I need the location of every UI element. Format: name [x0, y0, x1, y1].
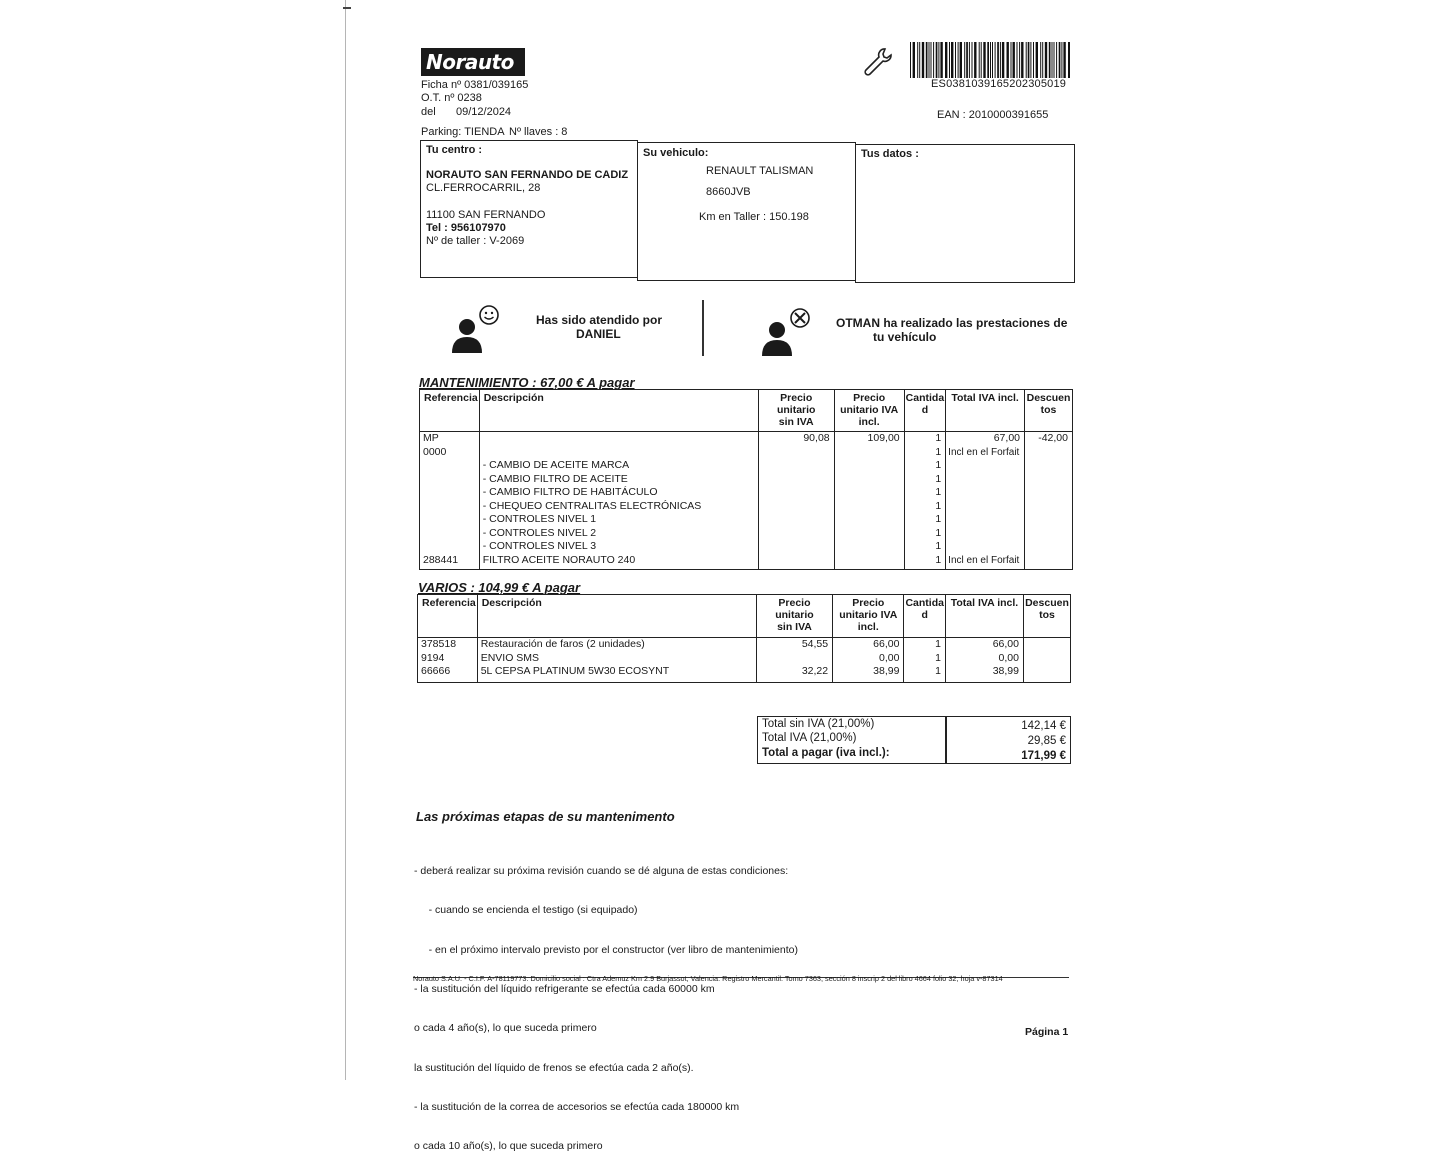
col-cantidad: Cantida d — [904, 390, 946, 432]
mant-price-incl-cell — [834, 432, 904, 570]
barcode-bar — [1052, 42, 1053, 78]
document-date: 09/12/2024 — [456, 106, 512, 118]
mant-total-line — [946, 473, 1024, 487]
barcode-bar — [1033, 42, 1034, 78]
barcode-text: ES0381039165202305019 — [931, 78, 1067, 90]
vehicle-model: RENAULT TALISMAN — [706, 165, 814, 177]
wrench-icon — [862, 46, 894, 78]
table-row-total: 38,99 — [992, 665, 1019, 677]
table-row-ref: 378518 — [421, 638, 457, 650]
table-row-desc: ENVIO SMS — [480, 651, 540, 664]
mant-total-line — [946, 527, 1024, 541]
barcode-bar — [995, 42, 996, 78]
table-row-price-sin: 54,55 — [801, 638, 829, 650]
ficha-number: Ficha nº 0381/039165 — [421, 79, 529, 91]
total-sin-iva-value: 142,14 € — [1021, 720, 1066, 732]
mant-desc-cell — [479, 432, 758, 570]
col-precio-iva-incl: Precio unitario IVA incl. — [834, 390, 904, 432]
mant-ref-line: 288441 — [423, 553, 459, 566]
mant-qty-line: 1 — [935, 486, 942, 498]
barcode-bar — [972, 42, 973, 78]
barcode-bar — [1049, 42, 1051, 78]
km-value: 150.198 — [769, 211, 809, 223]
table-row-price-incl: 66,00 — [873, 638, 900, 650]
centro-phone: Tel : 956107970 — [426, 222, 506, 234]
km-label: Km en Taller : — [699, 211, 767, 223]
next-step-line: o cada 4 año(s), lo que suceda primero — [414, 1022, 597, 1035]
mant-total-cell — [946, 432, 1025, 570]
total-sin-iva-label: Total sin IVA (21,00%) — [762, 718, 875, 730]
mant-total-line — [946, 459, 1024, 473]
total-iva-label: Total IVA (21,00%) — [762, 732, 857, 744]
barcode-bar — [1045, 42, 1047, 78]
mant-price-sin-cell — [758, 432, 834, 570]
col-referencia: Referencia — [418, 595, 478, 638]
mant-qty-line: 1 — [935, 540, 942, 552]
next-step-line: - deberá realizar su próxima revisión cuando se dé alguna de estas condiciones: — [414, 865, 789, 878]
barcode-bar — [987, 42, 989, 78]
mant-desc-line: - CAMBIO DE ACEITE MARCA — [482, 459, 630, 471]
mant-desc-line: - CONTROLES NIVEL 3 — [482, 540, 597, 552]
col-descripcion: Descripción — [477, 595, 756, 638]
mantenimiento-table — [419, 389, 1073, 570]
barcode-bar — [917, 42, 918, 78]
barcode-bar — [949, 42, 950, 78]
next-step-line: la sustitución del líquido de frenos se efectúa cada 2 año(s). — [414, 1061, 694, 1074]
mant-qty-cell — [904, 432, 946, 570]
table-row-qty: 1 — [935, 665, 941, 677]
mant-qty-line: 1 — [935, 526, 942, 539]
next-step-line: - cuando se encienda el testigo (si equipado) — [414, 904, 638, 917]
mantenimiento-header-row — [420, 390, 1073, 432]
barcode-bar — [1042, 42, 1043, 78]
mant-desc-line: - CAMBIO FILTRO DE HABITÁCULO — [482, 486, 658, 498]
table-row-total: 66,00 — [992, 638, 1019, 650]
barcode-bar — [1059, 42, 1061, 78]
attended-divider — [702, 300, 704, 356]
mantenimiento-body-row — [420, 432, 1073, 570]
mant-discount: -42,00 — [1038, 432, 1068, 444]
barcode-bar — [926, 42, 928, 78]
barcode-bar — [966, 42, 968, 78]
col-descuentos: Descuen tos — [1025, 390, 1073, 432]
norauto-logo: Norauto — [421, 48, 525, 76]
barcode-bar — [951, 42, 953, 78]
mant-desc-line: - CAMBIO FILTRO DE ACEITE — [482, 472, 628, 485]
col-total-iva: Total IVA incl. — [946, 390, 1025, 432]
barcode-bar — [1030, 42, 1031, 78]
varios-discount-cell — [1023, 638, 1070, 683]
col-descripcion: Descripción — [479, 390, 758, 432]
barcode-bar — [1036, 42, 1038, 78]
barcode-bar — [1068, 42, 1070, 78]
barcode-bar — [1000, 42, 1001, 78]
table-row-ref: 9194 — [421, 651, 445, 664]
ean-code: EAN : 2010000391655 — [937, 109, 1049, 121]
totals-divider — [945, 717, 947, 763]
table-row-qty: 1 — [935, 651, 941, 664]
barcode-bar — [1061, 42, 1062, 78]
barcode-bar — [933, 42, 934, 78]
barcode-bar — [1026, 42, 1027, 78]
mant-ref-cell — [420, 432, 480, 570]
barcode-bar — [922, 42, 924, 78]
barcode-bar — [1002, 42, 1004, 78]
barcode-bar — [969, 42, 970, 78]
mant-desc-line: - CHEQUEO CENTRALITAS ELECTRÓNICAS — [482, 499, 702, 512]
mant-qty-line: 1 — [935, 513, 942, 525]
tus-datos-title: Tus datos : — [861, 148, 919, 160]
technician-line1: OTMAN ha realizado las prestaciones de — [836, 316, 1068, 330]
centro-name: NORAUTO SAN FERNANDO DE CADIZ — [426, 169, 629, 181]
col-precio-sin-iva: Precio unitario sin IVA — [756, 595, 832, 638]
barcode-bar — [1056, 42, 1057, 78]
keys-info: Nº llaves : 8 — [509, 126, 568, 138]
barcode-bar — [1021, 42, 1023, 78]
mant-total-line — [946, 513, 1024, 527]
table-row-desc: 5L CEPSA PLATINUM 5W30 ECOSYNT — [480, 665, 670, 677]
advisor-name: DANIEL — [576, 327, 621, 341]
table-row-desc: Restauración de faros (2 unidades) — [480, 638, 645, 650]
barcode-bar — [964, 42, 965, 78]
varios-qty-cell — [904, 638, 946, 683]
mant-desc-line: FILTRO ACEITE NORAUTO 240 — [482, 553, 636, 566]
advisor-person-icon — [449, 303, 503, 355]
barcode-bar — [929, 42, 930, 78]
barcode-bar — [979, 42, 980, 78]
centro-workshop-number: Nº de taller : V-2069 — [426, 235, 525, 247]
del-label: del — [421, 106, 436, 118]
total-pagar-label: Total a pagar (iva incl.): — [762, 747, 890, 759]
barcode-bar — [936, 42, 938, 78]
barcode-bar — [1028, 42, 1030, 78]
mant-qty-line: 1 — [935, 459, 942, 471]
mant-discount-cell — [1025, 432, 1073, 570]
col-precio-iva-incl: Precio unitario IVA incl. — [833, 595, 904, 638]
mant-desc-line: - CONTROLES NIVEL 2 — [482, 526, 597, 539]
table-row-ref: 66666 — [421, 665, 451, 677]
barcode-bar — [1017, 42, 1018, 78]
varios-title: VARIOS : 104,99 € A pagar — [418, 580, 581, 595]
attended-line1: Has sido atendido por — [536, 313, 663, 327]
mant-total-line: 67,00 — [993, 432, 1020, 444]
mant-total-line: Incl en el Forfait — [948, 554, 1020, 566]
vehiculo-box — [637, 142, 856, 281]
mant-price-sin: 90,08 — [803, 432, 830, 444]
centro-title: Tu centro : — [426, 144, 483, 156]
table-row-price-sin: 32,22 — [801, 665, 829, 677]
barcode-bar — [990, 42, 991, 78]
centro-city: 11100 SAN FERNANDO — [426, 209, 546, 221]
page-number: Página 1 — [1025, 1026, 1069, 1038]
mant-qty-line: 1 — [935, 445, 942, 458]
next-steps-list — [414, 839, 798, 1166]
mant-qty-line: 1 — [935, 472, 942, 485]
col-total-iva: Total IVA incl. — [945, 595, 1023, 638]
centro-address: CL.FERROCARRIL, 28 — [426, 182, 541, 194]
barcode-bar — [974, 42, 976, 78]
next-step-line: - en el próximo intervalo previsto por el constructor (ver libro de mantenimiento) — [414, 943, 798, 956]
varios-body-row — [418, 638, 1071, 683]
varios-desc-cell — [477, 638, 756, 683]
scan-edge-line — [345, 0, 346, 1080]
barcode-bar — [945, 42, 947, 78]
barcode-bar — [919, 42, 920, 78]
barcode-bar — [1063, 42, 1065, 78]
mant-qty-line: 1 — [935, 553, 942, 566]
col-referencia: Referencia — [420, 390, 480, 432]
barcode-image — [910, 42, 1070, 78]
vehicle-plate: 8660JVB — [706, 186, 751, 198]
barcode-bar — [983, 42, 985, 78]
centro-box — [420, 140, 638, 278]
tus-datos-box — [855, 144, 1075, 283]
ot-number: O.T. nº 0238 — [421, 92, 482, 104]
varios-ref-cell — [418, 638, 478, 683]
varios-table — [417, 594, 1071, 683]
barcode-bar — [931, 42, 932, 78]
barcode-bar — [955, 42, 956, 78]
mant-price-incl: 109,00 — [867, 432, 900, 444]
barcode-bar — [938, 42, 939, 78]
barcode-bar — [1013, 42, 1015, 78]
technician-person-icon — [759, 306, 815, 358]
mant-total-line — [946, 540, 1024, 554]
barcode-bar — [1011, 42, 1012, 78]
barcode-bar — [997, 42, 999, 78]
mant-qty-line: 1 — [935, 499, 942, 512]
barcode-bar — [1040, 42, 1041, 78]
mantenimiento-title: MANTENIMIENTO : 67,00 € A pagar — [419, 375, 635, 390]
barcode-bar — [992, 42, 993, 78]
varios-header-row — [418, 595, 1071, 638]
totals-box — [757, 716, 1071, 764]
footer-legal: Norauto S.A.U. - C.I.F. A-78119773. Domicilio social : Ctra Ademuz Km 2.9 Burjassot, Valencia. Registro Mercantil. Tomo 7363, sección 8 inscrip 2 del libro 4664 folio 32, hoja v-87314 — [413, 974, 1003, 983]
mant-qty-line: 1 — [935, 432, 942, 444]
varios-price-sin-cell — [756, 638, 832, 683]
barcode-bar — [960, 42, 962, 78]
next-step-line: - la sustitución del líquido refrigerante se efectúa cada 60000 km — [414, 983, 715, 996]
vehiculo-title: Su vehiculo: — [643, 147, 709, 159]
barcode-bar — [1054, 42, 1055, 78]
barcode-bar — [958, 42, 959, 78]
barcode-bar — [981, 42, 982, 78]
mant-ref-line: MP — [423, 432, 439, 444]
table-row-price-incl: 0,00 — [879, 651, 900, 664]
scan-edge-mark — [343, 7, 351, 9]
parking-info: Parking: TIENDA — [421, 126, 505, 138]
vehicle-km — [699, 211, 809, 224]
total-iva-value: 29,85 € — [1027, 735, 1066, 747]
col-precio-sin-iva: Precio unitario sin IVA — [758, 390, 834, 432]
varios-price-incl-cell — [833, 638, 904, 683]
mant-total-line — [946, 486, 1024, 500]
col-descuentos: Descuen tos — [1023, 595, 1070, 638]
barcode-bar — [910, 42, 911, 78]
table-row-total: 0,00 — [998, 651, 1019, 664]
table-row-qty: 1 — [935, 638, 941, 650]
next-step-line: - la sustitución de la correa de accesorios se efectúa cada 180000 km — [414, 1100, 740, 1113]
mant-total-line — [946, 500, 1024, 514]
next-steps-title: Las próximas etapas de su mantenimento — [416, 809, 675, 824]
mant-total-line: Incl en el Forfait — [948, 446, 1020, 458]
mant-ref-line: 0000 — [423, 445, 447, 458]
barcode-bar — [913, 42, 915, 78]
mant-desc-line: - CONTROLES NIVEL 1 — [482, 513, 597, 525]
table-row-price-incl: 38,99 — [873, 665, 900, 677]
varios-total-cell — [945, 638, 1023, 683]
col-cantidad: Cantida d — [904, 595, 946, 638]
barcode-bar — [940, 42, 942, 78]
technician-line2: tu vehículo — [873, 330, 937, 344]
total-pagar-value: 171,99 € — [1021, 750, 1066, 762]
barcode-bar — [1007, 42, 1009, 78]
next-step-line: o cada 10 año(s), lo que suceda primero — [414, 1140, 603, 1153]
table-row-price-sin — [757, 652, 828, 666]
barcode-bar — [1019, 42, 1020, 78]
